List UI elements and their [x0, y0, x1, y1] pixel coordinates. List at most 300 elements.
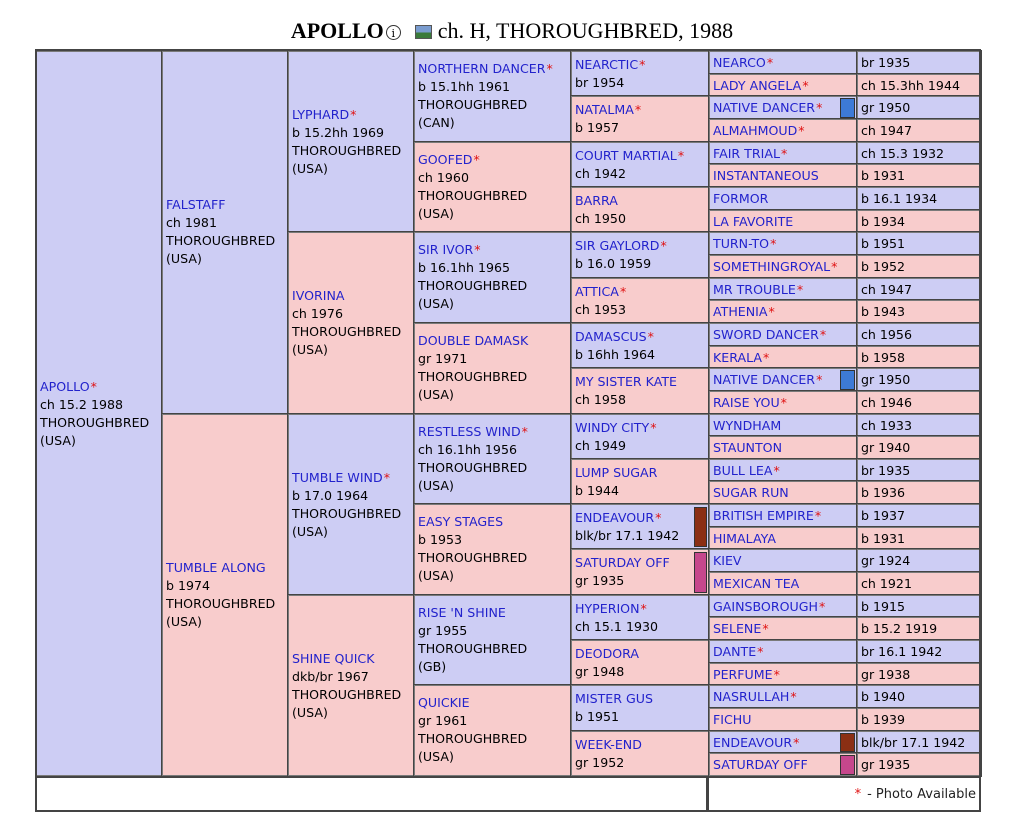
horse-name-link[interactable]: SATURDAY OFF — [575, 555, 670, 571]
photo-available-mark: * — [383, 469, 390, 485]
horse-detail: (USA) — [418, 296, 454, 312]
photo-available-mark: * — [814, 508, 822, 524]
horse-name-link[interactable]: MISTER GUS — [575, 691, 653, 707]
pedigree-cell-g5 — [709, 436, 857, 459]
info-icon[interactable]: i — [386, 25, 401, 40]
pedigree-cell-g5 — [709, 232, 857, 255]
pedigree-cell-g5 — [709, 527, 857, 550]
pedigree-cell-g5 — [709, 481, 857, 504]
photo-available-mark: * — [473, 151, 480, 167]
horse-description: ch. H, THOROUGHBRED, 1988 — [437, 18, 734, 43]
horse-detail: b 1951 — [861, 236, 906, 252]
pedigree-cell-g5-info — [857, 74, 981, 97]
pedigree-cell-g5-info — [857, 640, 981, 663]
cell-content — [710, 460, 856, 482]
photo-available-mark: * — [768, 304, 775, 320]
horse-detail: (USA) — [418, 386, 454, 402]
photo-available-mark: * — [757, 644, 764, 660]
pedigree-cell-g4 — [571, 459, 709, 504]
photo-available-mark: * — [655, 510, 662, 526]
horse-name-link[interactable]: NATIVE DANCER — [713, 100, 816, 116]
pedigree-cell-g5 — [709, 731, 857, 754]
horse-detail: br 1935 — [861, 462, 911, 478]
cell-content — [710, 97, 856, 119]
pedigree-cell-g5 — [709, 74, 857, 97]
cell-content — [710, 709, 856, 731]
horse-detail: ch 15.3hh 1944 — [861, 77, 960, 93]
pedigree-cell-g3 — [414, 504, 571, 595]
pedigree-cell-g3 — [414, 685, 571, 776]
pedigree-cell-g5 — [709, 300, 857, 323]
horse-detail: (USA) — [292, 342, 328, 358]
horse-detail: THOROUGHBRED — [166, 595, 276, 611]
horse-name-link[interactable]: INSTANTANEOUS — [713, 168, 819, 184]
horse-detail: b 1931 — [861, 168, 906, 184]
cell-content — [710, 143, 856, 165]
horse-name-link[interactable]: SATURDAY OFF — [713, 757, 808, 773]
cell-content — [710, 120, 856, 142]
cell-content — [415, 324, 570, 406]
coat-color-swatch — [840, 370, 855, 390]
horse-detail: b 1915 — [861, 598, 906, 614]
horse-name-link[interactable]: NASRULLAH — [713, 689, 790, 705]
horse-detail: ch 1947 — [861, 122, 912, 138]
photo-available-mark: * — [546, 61, 553, 76]
cell-content — [710, 664, 856, 686]
pedigree-cell-g5-info — [857, 119, 981, 142]
horse-name-link[interactable]: SIR GAYLORD — [575, 238, 660, 254]
photo-available-mark: * — [474, 242, 481, 258]
pedigree-cell-g5 — [709, 210, 857, 233]
cell-content — [415, 233, 570, 315]
horse-name-link[interactable]: SUGAR RUN — [713, 485, 789, 501]
horse-detail: THOROUGHBRED — [418, 97, 528, 112]
horse-detail: ch 1981 — [166, 215, 217, 230]
coat-color-swatch — [694, 552, 707, 592]
horse-detail: (USA) — [418, 477, 454, 493]
horse-detail: b 1952 — [861, 258, 906, 274]
horse-detail: ch 1960 — [418, 169, 469, 185]
horse-name-link[interactable]: FALSTAFF — [166, 197, 226, 212]
horse-name-link[interactable]: BARRA — [575, 192, 618, 208]
horse-name-link[interactable]: MR TROUBLE — [713, 281, 796, 297]
photo-available-mark: * — [619, 283, 627, 299]
horse-detail: b 15.2hh 1969 — [292, 125, 385, 140]
horse-detail: THOROUGHBRED — [418, 187, 528, 203]
pedigree-cell-g5-info — [857, 51, 981, 74]
horse-detail: ch 1921 — [861, 576, 912, 592]
horse-name-link[interactable]: SOMETHINGROYAL — [713, 258, 831, 274]
footer-blank-cell — [35, 776, 708, 812]
cell-content — [572, 460, 708, 502]
horse-name-link[interactable]: DANTE — [713, 644, 757, 660]
horse-detail: b 1957 — [575, 120, 620, 136]
horse-name-link[interactable]: GOOFED — [418, 151, 473, 167]
horse-detail: b 1943 — [861, 304, 906, 320]
pedigree-cell-g4 — [571, 731, 709, 776]
photo-available-mark: * — [796, 281, 804, 297]
cell-content — [710, 550, 856, 572]
horse-detail: THOROUGHBRED — [166, 233, 276, 248]
horse-name-link[interactable]: MEXICAN TEA — [713, 576, 800, 592]
cell-content — [710, 482, 856, 504]
pedigree-cell-g4 — [571, 595, 709, 640]
cell-content — [415, 505, 570, 587]
photo-available-mark: * — [816, 100, 823, 116]
horse-name-link[interactable]: GAINSBOROUGH — [713, 598, 818, 614]
pedigree-cell-g5-info — [857, 346, 981, 369]
cell-content — [710, 573, 856, 595]
horse-detail: ch 1933 — [861, 417, 912, 433]
horse-name-link[interactable]: SELENE — [713, 621, 762, 637]
pedigree-cell-g5-info — [857, 708, 981, 731]
horse-detail: b 1953 — [418, 532, 463, 548]
horse-name-link[interactable]: NATIVE DANCER — [713, 372, 816, 388]
photo-available-mark: * — [780, 394, 787, 410]
pedigree-cell-g5-info — [857, 323, 981, 346]
coat-color-swatch — [694, 507, 707, 547]
cell-content — [572, 505, 708, 547]
horse-detail: gr 1924 — [861, 553, 911, 569]
photo-available-mark: * — [773, 462, 780, 478]
horse-detail: b 1937 — [861, 508, 906, 524]
cell-content — [710, 279, 856, 301]
coat-color-swatch — [840, 733, 855, 753]
horse-name-link[interactable]: LADY ANGELA — [713, 77, 802, 93]
horse-name-link[interactable]: BULL LEA — [713, 462, 773, 478]
horse-name-link[interactable]: NEARCTIC — [575, 57, 639, 72]
cell-content — [710, 256, 856, 278]
horse-name-link[interactable]: LUMP SUGAR — [575, 464, 658, 480]
legend-text: - Photo Available — [867, 787, 976, 802]
pedigree-cell-g4 — [571, 96, 709, 141]
cell-content — [572, 143, 708, 185]
pedigree-cell-g5 — [709, 753, 857, 776]
cell-content — [710, 211, 856, 233]
cell-content — [415, 596, 570, 678]
pedigree-cell-g3 — [414, 142, 571, 233]
pedigree-cell-g5-info — [857, 164, 981, 187]
pedigree-cell-g5-info — [857, 663, 981, 686]
horse-detail: gr 1952 — [575, 754, 625, 770]
horse-detail: gr 1950 — [861, 372, 911, 388]
cell-content — [572, 97, 708, 139]
horse-name-link[interactable]: APOLLO — [40, 379, 90, 394]
cell-content — [710, 369, 856, 391]
photo-available-mark: * — [790, 689, 797, 705]
photo-available-mark: * — [677, 147, 685, 163]
cell-content — [710, 347, 856, 369]
horse-name-link[interactable]: RAISE YOU — [713, 394, 780, 410]
cell-content — [572, 279, 708, 321]
horse-name-link[interactable]: KIEV — [713, 553, 742, 569]
horse-detail: b 1939 — [861, 712, 906, 728]
pedigree-cell-g1 — [162, 51, 288, 414]
horse-detail: b 1951 — [575, 709, 620, 725]
pedigree-cell-g5-info — [857, 572, 981, 595]
horse-name-link[interactable]: SHINE QUICK — [292, 650, 375, 666]
horse-detail: (GB) — [418, 658, 447, 674]
pedigree-cell-g5 — [709, 323, 857, 346]
cell-content — [710, 505, 856, 527]
photo-available-mark: * — [521, 423, 528, 439]
horse-name-link[interactable]: QUICKIE — [418, 695, 470, 711]
horse-name-link[interactable]: ATHENIA — [713, 304, 768, 320]
cell-content — [710, 754, 856, 776]
horse-name-link[interactable]: FICHU — [713, 712, 752, 728]
cell-content — [572, 732, 708, 774]
cell-content — [163, 52, 287, 270]
photo-available-mark: * — [798, 122, 805, 138]
horse-detail: ch 15.3 1932 — [861, 145, 945, 161]
horse-detail: b 15.1hh 1961 — [418, 79, 511, 94]
horse-detail: ch 1942 — [575, 165, 626, 181]
horse-detail: (USA) — [292, 704, 328, 720]
horse-name-link[interactable]: NEARCO — [713, 55, 766, 70]
pedigree-cell-g5 — [709, 459, 857, 482]
horse-detail: b 16.1 1934 — [861, 190, 938, 206]
photo-available-mark: * — [763, 349, 770, 365]
horse-name-link[interactable]: NATALMA — [575, 102, 634, 118]
horse-detail: gr 1948 — [575, 664, 625, 680]
pedigree-cell-g5-info — [857, 255, 981, 278]
pedigree-cell-g5-info — [857, 210, 981, 233]
pedigree-cell-g3 — [414, 414, 571, 505]
photo-available-mark: * — [766, 55, 774, 70]
cell-content — [710, 392, 856, 414]
pedigree-cell-g5 — [709, 708, 857, 731]
pedigree-cell-g5-info — [857, 685, 981, 708]
cell-content — [710, 301, 856, 323]
horse-name-link[interactable]: DAMASCUS — [575, 328, 647, 344]
cell-content — [710, 686, 856, 708]
photo-available-mark: * — [831, 258, 838, 274]
horse-detail: b 16.1hh 1965 — [418, 260, 511, 276]
horse-detail: THOROUGHBRED — [418, 550, 528, 566]
horse-detail: THOROUGHBRED — [418, 459, 528, 475]
horse-detail: b 1934 — [861, 213, 906, 229]
horse-name-link[interactable]: WINDY CITY — [575, 419, 650, 435]
horse-name-link[interactable]: WEEK-END — [575, 736, 642, 752]
horse-detail: b 16hh 1964 — [575, 346, 656, 362]
pedigree-cell-g4 — [571, 640, 709, 685]
pedigree-cell-g2 — [288, 414, 414, 595]
pedigree-cell-g5-info — [857, 459, 981, 482]
cell-content — [710, 618, 856, 640]
horse-name-link[interactable]: COURT MARTIAL — [575, 147, 677, 163]
horse-detail: (USA) — [166, 613, 202, 629]
horse-detail: gr 1961 — [418, 713, 468, 729]
pedigree-cell-g5-info — [857, 300, 981, 323]
pedigree-cell-g5 — [709, 346, 857, 369]
pedigree-cell-g5 — [709, 549, 857, 572]
pedigree-cell-g4 — [571, 504, 709, 549]
photo-available-mark: * — [634, 102, 642, 118]
pedigree-cell-g3 — [414, 323, 571, 414]
horse-detail: (USA) — [292, 523, 328, 539]
horse-name-link[interactable]: RISE 'N SHINE — [418, 604, 506, 620]
coat-color-swatch — [840, 98, 855, 118]
horse-name-link[interactable]: STAUNTON — [713, 440, 782, 456]
photo-available-mark: * — [647, 328, 654, 344]
pedigree-cell-g4 — [571, 51, 709, 96]
cell-content — [710, 437, 856, 459]
pedigree-cell-g5 — [709, 572, 857, 595]
photo-available-mark: * — [350, 107, 357, 122]
pedigree-cell-g4 — [571, 549, 709, 594]
horse-detail: (CAN) — [418, 115, 455, 130]
horse-name-link[interactable]: LYPHARD — [292, 107, 350, 122]
horse-name-link[interactable]: SWORD DANCER — [713, 326, 819, 342]
horse-detail: ch 1953 — [575, 301, 626, 317]
photo-available-mark: * — [639, 57, 646, 72]
horse-name-link[interactable]: LA FAVORITE — [713, 213, 794, 229]
horse-name-link[interactable]: ALMAHMOUD — [713, 122, 798, 138]
photo-available-mark: * — [780, 145, 788, 161]
photo-available-mark: * — [773, 666, 780, 682]
pedigree-cell-g5 — [709, 391, 857, 414]
cell-content — [415, 415, 570, 497]
pedigree-cell-g5 — [709, 119, 857, 142]
horse-detail: b 16.0 1959 — [575, 256, 652, 272]
photo-available-mark: * — [770, 236, 777, 252]
pedigree-cell-g5 — [709, 278, 857, 301]
horse-name-link[interactable]: TUMBLE WIND — [292, 469, 383, 485]
pedigree-cell-g1 — [162, 414, 288, 777]
pedigree-cell-g2 — [288, 51, 414, 232]
horse-name-link[interactable]: IVORINA — [292, 288, 345, 304]
pedigree-cell-g5 — [709, 368, 857, 391]
horse-detail: dkb/br 1967 — [292, 668, 369, 684]
cell-content — [289, 596, 413, 724]
horse-name-link[interactable]: RESTLESS WIND — [418, 423, 521, 439]
pedigree-cell-g5-info — [857, 96, 981, 119]
horse-name-link[interactable]: WYNDHAM — [713, 417, 782, 433]
horse-detail: gr 1950 — [861, 100, 911, 116]
horse-name-link[interactable]: DOUBLE DAMASK — [418, 332, 529, 348]
horse-detail: (USA) — [166, 251, 202, 266]
pedigree-cell-g5 — [709, 96, 857, 119]
pedigree-cell-g5 — [709, 595, 857, 618]
pedigree-cell-g4 — [571, 232, 709, 277]
pedigree-cell-g5-info — [857, 278, 981, 301]
cell-content — [572, 369, 708, 411]
pedigree-cell-g5 — [709, 142, 857, 165]
horse-detail: THOROUGHBRED — [418, 368, 528, 384]
horse-detail: ch 1950 — [575, 210, 626, 226]
pedigree-cell-g5 — [709, 663, 857, 686]
horse-name-link[interactable]: NORTHERN DANCER — [418, 61, 546, 76]
horse-detail: gr 1940 — [861, 440, 911, 456]
pedigree-cell-g5-info — [857, 731, 981, 754]
horse-name-link[interactable]: EASY STAGES — [418, 514, 504, 530]
cell-content — [415, 52, 570, 134]
horse-name-link[interactable]: BRITISH EMPIRE — [713, 508, 814, 524]
horse-detail: (USA) — [292, 161, 328, 176]
horse-name-link[interactable]: KERALA — [713, 349, 762, 365]
cell-content — [415, 143, 570, 225]
horse-detail: b 17.0 1964 — [292, 487, 369, 503]
pedigree-cell-g4 — [571, 142, 709, 187]
pedigree-cell-g5-info — [857, 232, 981, 255]
photo-available-mark: * — [819, 326, 827, 342]
horse-detail: (USA) — [418, 205, 454, 221]
pedigree-cell-g3 — [414, 595, 571, 686]
photo-available-mark: * — [640, 600, 647, 616]
pedigree-cell-g5 — [709, 255, 857, 278]
horse-name-link[interactable]: PERFUME — [713, 666, 773, 682]
horse-detail: (USA) — [40, 433, 76, 448]
pedigree-cell-g5-info — [857, 414, 981, 437]
horse-name-title: APOLLO — [290, 18, 384, 43]
horse-name-link[interactable]: ATTICA — [575, 283, 619, 299]
pedigree-cell-g2 — [288, 232, 414, 413]
pedigree-cell-g5-info — [857, 753, 981, 776]
cell-content — [572, 415, 708, 457]
photo-available-mark: * — [650, 419, 657, 435]
horse-name-link[interactable]: ENDEAVOUR — [575, 510, 655, 526]
horse-detail: b 15.2 1919 — [861, 621, 938, 637]
horse-detail: ch 15.1 1930 — [575, 618, 659, 634]
pedigree-cell-g5-info — [857, 595, 981, 618]
horse-detail: ch 1976 — [292, 306, 343, 322]
horse-name-link[interactable]: DEODORA — [575, 646, 640, 662]
horse-name-link[interactable]: ENDEAVOUR — [713, 734, 793, 750]
pedigree-cell-g5 — [709, 51, 857, 74]
photo-available-mark: * — [660, 238, 667, 254]
horse-detail: b 1931 — [861, 530, 906, 546]
horse-detail: br 16.1 1942 — [861, 644, 943, 660]
cell-content — [289, 52, 413, 180]
horse-name-link[interactable]: HIMALAYA — [713, 530, 776, 546]
cell-content — [572, 641, 708, 683]
horse-detail: THOROUGHBRED — [292, 686, 402, 702]
cell-content — [572, 188, 708, 230]
cell-content — [289, 415, 413, 543]
horse-name-link[interactable]: SIR IVOR — [418, 242, 474, 258]
horse-detail: THOROUGHBRED — [292, 143, 402, 158]
horse-detail: b 1974 — [166, 577, 211, 593]
cell-content — [572, 596, 708, 638]
cell-content — [710, 528, 856, 550]
cell-content — [37, 52, 161, 452]
horse-detail: ch 15.2 1988 — [40, 397, 124, 412]
horse-name-link[interactable]: MY SISTER KATE — [575, 374, 677, 390]
pedigree-cell-g5-info — [857, 481, 981, 504]
pedigree-cell-g3 — [414, 232, 571, 323]
horse-detail: ch 1946 — [861, 394, 912, 410]
pedigree-cell-g5 — [709, 640, 857, 663]
pedigree-cell-g5-info — [857, 391, 981, 414]
horse-name-link[interactable]: FAIR TRIAL — [713, 145, 780, 161]
cell-content — [710, 165, 856, 187]
cell-content — [572, 52, 708, 94]
pedigree-cell-g5-info — [857, 187, 981, 210]
pedigree-cell-g5 — [709, 164, 857, 187]
cell-content — [710, 641, 856, 663]
pedigree-cell-g5-info — [857, 504, 981, 527]
horse-detail: b 1940 — [861, 689, 906, 705]
horse-name-link[interactable]: TURN-TO — [713, 236, 770, 252]
horse-name-link[interactable]: FORMOR — [713, 190, 769, 206]
legend — [707, 776, 981, 812]
pedigree-cell-g5-info — [857, 617, 981, 640]
horse-detail: br 1954 — [575, 75, 625, 90]
horse-detail: ch 1949 — [575, 437, 626, 453]
legend-asterisk: * — [854, 787, 862, 802]
horse-name-link[interactable]: HYPERION — [575, 600, 640, 616]
horse-name-link[interactable]: TUMBLE ALONG — [166, 559, 266, 575]
